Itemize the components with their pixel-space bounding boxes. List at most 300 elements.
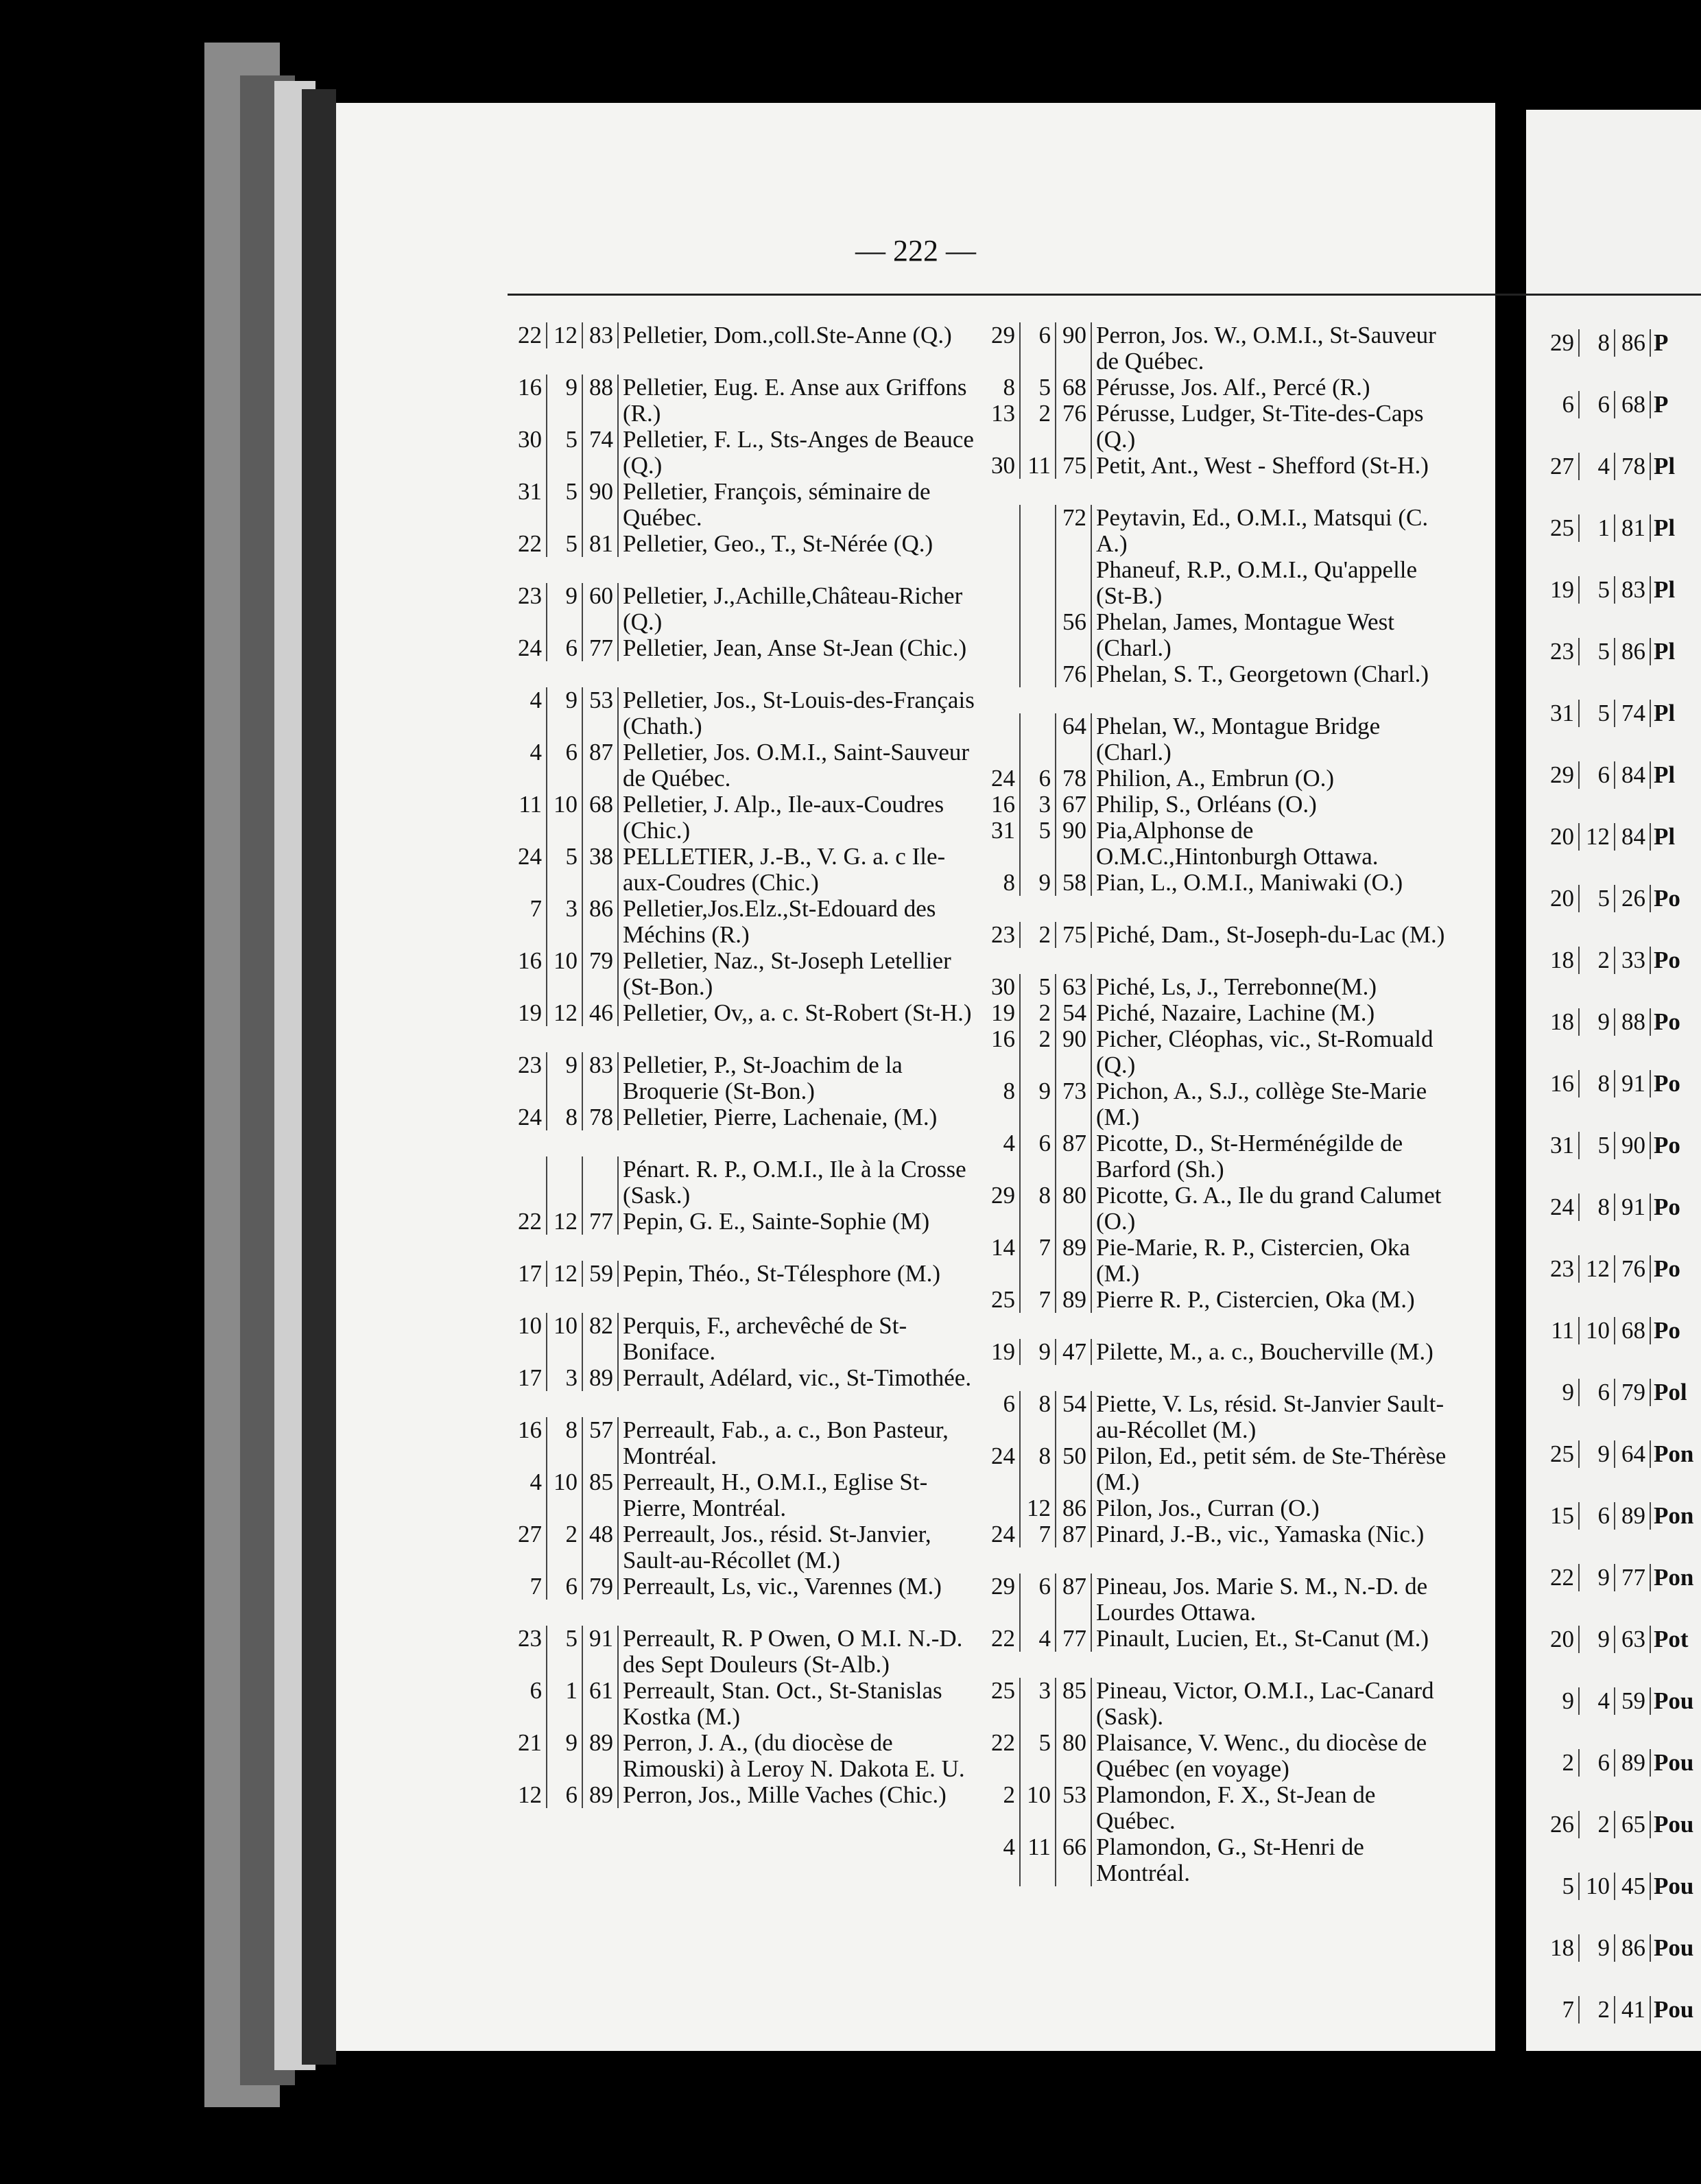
entry-text: Perreault, Stan. Oct., St-Stanislas Kostka (M.) [623,1677,942,1730]
fragment-c: 79 [1614,1379,1651,1406]
fragment-c: 77 [1614,1564,1651,1591]
directory-entry [501,1417,979,1469]
entry-text: Pelletier, François, séminaire de Québec. [623,478,931,531]
directory-entry [974,1339,1453,1365]
directory-entry [974,453,1453,479]
entry-text: Pelletier, P., St-Joachim de la Broquerie (St-Bon.) [623,1052,903,1104]
facing-entry-fragment [1526,1379,1687,1406]
directory-entry [974,1730,1453,1782]
year-number: 72 [1055,505,1092,557]
facing-entry-fragment [1526,1255,1680,1283]
entry-text: Picotte, G. A., Ile du grand Calumet (O.) [1096,1182,1442,1235]
month-number: 8 [1019,1443,1055,1495]
year-number: 53 [1055,1782,1092,1834]
entry-text: Pelletier, Eug. E. Anse aux Griffons (R.) [623,374,967,427]
directory-entry [501,1000,979,1026]
fragment-c: 86 [1614,329,1651,357]
day-number: 4 [530,739,542,765]
page-number: — 222 — [855,234,976,268]
entry-text: Phelan, James, Montague West (Charl.) [1096,608,1394,661]
fragment-c: 26 [1614,885,1651,912]
day-number: 8 [1003,869,1015,896]
day-number: 19 [518,999,542,1026]
year-number: 59 [582,1261,619,1287]
directory-entry [501,1104,979,1130]
directory-entry [974,713,1453,765]
entry-text: Plamondon, F. X., St-Jean de Québec. [1096,1781,1376,1834]
year-number: 67 [1055,792,1092,818]
year-number: 63 [1055,974,1092,1000]
day-number: 30 [991,452,1015,479]
day-number: 27 [518,1521,542,1547]
fragment-c: 41 [1614,1996,1651,2023]
directory-entry [501,322,979,348]
fragment-a: 20 [1550,823,1574,850]
fragment-t: Po [1654,1008,1680,1035]
fragment-b: 8 [1578,1070,1614,1097]
year-number: 83 [582,1052,619,1104]
fragment-a: 19 [1550,576,1574,603]
fragment-b: 5 [1578,700,1614,727]
month-number: 9 [546,1052,582,1104]
day-number: 25 [991,1677,1015,1704]
fragment-c: 68 [1614,391,1651,418]
directory-entry [501,479,979,531]
fragment-c: 59 [1614,1687,1651,1715]
facing-entry-fragment [1526,700,1675,727]
directory-entry [501,687,979,739]
fragment-t: Pon [1654,1502,1694,1529]
day-number: 4 [1003,1833,1015,1860]
day-number: 19 [991,999,1015,1026]
fragment-a: 15 [1550,1502,1574,1529]
year-number: 80 [1055,1730,1092,1782]
year-number: 89 [1055,1235,1092,1287]
year-number: 78 [582,1104,619,1130]
fragment-b: 8 [1578,1194,1614,1221]
fragment-c: 91 [1614,1070,1651,1097]
directory-entry [501,1052,979,1104]
day-number: 30 [518,426,542,453]
fragment-b: 8 [1578,329,1614,357]
fragment-a: 23 [1550,1255,1574,1282]
fragment-a: 25 [1550,1440,1574,1467]
entry-text: Piché, Ls, J., Terrebonne(M.) [1096,973,1377,1000]
fragment-a: 22 [1550,1564,1574,1591]
directory-entry [501,1156,979,1209]
month-number: 8 [546,1417,582,1469]
directory-entry [974,792,1453,818]
month-number: 6 [1019,322,1055,375]
year-number: 85 [1055,1678,1092,1730]
fragment-c: 86 [1614,1934,1651,1962]
year-number: 85 [582,1469,619,1521]
year-number: 79 [582,1574,619,1600]
year-number: 48 [582,1521,619,1574]
directory-entry [501,427,979,479]
directory-entry [501,792,979,844]
day-number: 11 [519,791,542,818]
directory-entry [974,1782,1453,1834]
day-number: 29 [991,322,1015,348]
month-number: 12 [546,1000,582,1026]
day-number: 16 [991,791,1015,818]
month-number: 5 [546,479,582,531]
fragment-b: 1 [1578,514,1614,542]
facing-entry-fragment [1526,638,1675,665]
day-number: 21 [518,1729,542,1756]
month-number: 7 [1019,1235,1055,1287]
fragment-t: Po [1654,947,1680,973]
fragment-t: Pon [1654,1440,1694,1467]
year-number: 80 [1055,1183,1092,1235]
day-number [974,505,1019,557]
month-number: 7 [1019,1521,1055,1547]
fragment-c: 78 [1614,453,1651,480]
directory-entry [974,1235,1453,1287]
entry-text: Plamondon, G., St-Henri de Montréal. [1096,1833,1364,1886]
fragment-t: P [1654,391,1669,418]
directory-entry [974,322,1453,375]
entry-text: Pepin, Théo., St-Télesphore (M.) [623,1260,941,1287]
fragment-a: 6 [1562,391,1574,418]
facing-entry-fragment [1526,885,1680,912]
year-number: 50 [1055,1443,1092,1495]
month-number: 5 [546,1626,582,1678]
fragment-b: 5 [1578,576,1614,604]
year-number: 87 [1055,1130,1092,1183]
fragment-c: 90 [1614,1132,1651,1159]
fragment-b: 9 [1578,1564,1614,1591]
directory-entry [974,1000,1453,1026]
fragment-t: Pl [1654,823,1676,850]
year-number: 81 [582,531,619,557]
facing-entry-fragment [1526,453,1675,480]
day-number: 4 [1003,1130,1015,1156]
day-number: 24 [991,765,1015,792]
directory-entry [501,1574,979,1600]
fragment-c: 45 [1614,1873,1651,1900]
month-number: 9 [546,583,582,635]
year-number: 68 [1055,375,1092,401]
year-number: 89 [582,1365,619,1391]
entry-text: Pelletier, Dom.,coll.Ste-Anne (Q.) [623,322,952,348]
fragment-t: Pl [1654,638,1676,665]
fragment-a: 26 [1550,1811,1574,1838]
entry-text: Phelan, S. T., Georgetown (Charl.) [1096,661,1429,687]
fragment-t: P [1654,329,1669,356]
year-number: 87 [582,739,619,792]
year-number: 82 [582,1313,619,1365]
month-number: 5 [1019,974,1055,1000]
fragment-c: 64 [1614,1440,1651,1468]
day-number: 24 [518,843,542,870]
fragment-a: 7 [1562,1996,1574,2023]
year-number: 57 [582,1417,619,1469]
directory-entry [501,1313,979,1365]
fragment-b: 9 [1578,1626,1614,1653]
directory-entry [501,531,979,557]
directory-entry [501,739,979,792]
year-number: 66 [1055,1834,1092,1886]
day-number: 16 [518,1416,542,1443]
month-number: 3 [1019,792,1055,818]
fragment-a: 11 [1551,1317,1574,1344]
fragment-a: 29 [1550,329,1574,356]
month-number: 6 [1019,1130,1055,1183]
month-number: 5 [1019,1730,1055,1782]
directory-entry [501,1365,979,1391]
fragment-t: Po [1654,1255,1680,1282]
entry-text: Perreault, Fab., a. c., Bon Pasteur, Montréal. [623,1416,949,1469]
month-number: 12 [1019,1495,1055,1521]
day-number: 24 [991,1521,1015,1547]
year-number: 77 [1055,1626,1092,1652]
fragment-b: 5 [1578,885,1614,912]
month-number: 2 [1019,922,1055,948]
month-number: 10 [546,1313,582,1365]
facing-entry-fragment [1526,1811,1693,1838]
year-number: 76 [1055,401,1092,453]
facing-entry-fragment [1526,761,1675,789]
fragment-b: 9 [1578,1440,1614,1468]
facing-entry-fragment [1526,1502,1693,1530]
fragment-t: Po [1654,1194,1680,1220]
directory-entry [974,661,1453,687]
month-number: 4 [1019,1626,1055,1652]
entry-text: Pilon, Ed., petit sém. de Ste-Thérèse (M.) [1096,1443,1447,1495]
day-number: 16 [518,947,542,974]
entry-text: Pilette, M., a. c., Boucherville (M.) [1096,1338,1434,1365]
entry-text: Piette, V. Ls, résid. St-Janvier Sault-au-Récollet (M.) [1096,1390,1444,1443]
month-number: 2 [1019,401,1055,453]
directory-entry [974,1495,1453,1521]
day-number: 29 [991,1573,1015,1600]
facing-entry-fragment [1526,391,1668,418]
facing-entry-fragment [1526,823,1675,851]
directory-page [336,103,1495,2051]
entry-text: PELLETIER, J.-B., V. G. a. c Ile-aux-Coudres (Chic.) [623,843,946,896]
fragment-a: 18 [1550,1008,1574,1035]
book-edge-gutter [302,89,336,2065]
month-number: 5 [546,531,582,557]
fragment-b: 6 [1578,1749,1614,1777]
fragment-a: 18 [1550,947,1574,973]
directory-entry [974,1678,1453,1730]
day-number: 22 [991,1729,1015,1756]
month-number: 10 [546,792,582,844]
fragment-a: 31 [1550,1132,1574,1159]
day-number [974,713,1019,765]
year-number: 77 [582,1209,619,1235]
year-number: 86 [582,896,619,948]
month-number: 6 [546,635,582,661]
directory-entry [974,1026,1453,1078]
entry-text: Pelletier, Jos., St-Louis-des-Français (Chath.) [623,687,975,739]
entry-text: Pérusse, Jos. Alf., Percé (R.) [1096,374,1370,401]
year-number: 47 [1055,1339,1092,1365]
fragment-c: 63 [1614,1626,1651,1653]
directory-entry [974,870,1453,896]
directory-entry [974,1287,1453,1313]
month-number: 12 [546,1261,582,1287]
directory-entry [501,1469,979,1521]
month-number: 9 [1019,1339,1055,1365]
entry-text: Pineau, Victor, O.M.I., Lac-Canard (Sask). [1096,1677,1434,1730]
fragment-t: Pl [1654,700,1676,726]
day-number: 6 [530,1677,542,1704]
fragment-b: 10 [1578,1317,1614,1344]
month-number: 6 [546,739,582,792]
month-number: 5 [1019,818,1055,870]
facing-entry-fragment [1526,1873,1693,1900]
year-number: 38 [582,844,619,896]
entry-text: Perquis, F., archevêché de St-Boniface. [623,1312,907,1365]
month-number [1019,609,1055,661]
year-number: 89 [582,1782,619,1808]
fragment-t: Po [1654,1317,1680,1344]
year-number: 54 [1055,1391,1092,1443]
day-number: 17 [518,1260,542,1287]
facing-header-rule [1526,294,1701,296]
entry-text: Pierre R. P., Cistercien, Oka (M.) [1096,1286,1415,1313]
year-number: 89 [1055,1287,1092,1313]
fragment-c: 68 [1614,1317,1651,1344]
day-number: 31 [518,478,542,505]
fragment-b: 4 [1578,453,1614,480]
entry-text: Peytavin, Ed., O.M.I., Matsqui (C. A.) [1096,504,1429,557]
facing-entry-fragment [1526,1440,1693,1468]
day-number: 10 [518,1312,542,1339]
fragment-t: Po [1654,1070,1680,1097]
month-number: 2 [1019,1026,1055,1078]
day-number: 24 [518,634,542,661]
fragment-b: 10 [1578,1873,1614,1900]
directory-entry [974,557,1453,609]
directory-entry [501,635,979,661]
directory-entry [974,818,1453,870]
fragment-a: 27 [1550,453,1574,479]
year-number: 53 [582,687,619,739]
day-number: 22 [518,322,542,348]
facing-entry-fragment [1526,1996,1693,2023]
entry-text: Pelletier, J.,Achille,Château-Richer (Q.) [623,582,963,635]
entry-text: Pie-Marie, R. P., Cistercien, Oka (M.) [1096,1234,1410,1287]
day-number: 22 [518,530,542,557]
entry-text: Perrault, Adélard, vic., St-Timothée. [623,1364,972,1391]
fragment-t: Pl [1654,761,1676,788]
directory-entry [501,583,979,635]
year-number: 75 [1055,922,1092,948]
year-number [1055,557,1092,609]
month-number: 9 [546,1730,582,1782]
fragment-t: Pot [1654,1626,1689,1652]
entry-text: Pinard, J.-B., vic., Yamaska (Nic.) [1096,1521,1425,1547]
directory-entry [974,609,1453,661]
entry-text: Pepin, G. E., Sainte-Sophie (M) [623,1208,930,1235]
day-number: 23 [991,921,1015,948]
fragment-a: 18 [1550,1934,1574,1961]
fragment-a: 20 [1550,1626,1574,1652]
month-number: 6 [546,1782,582,1808]
entry-text: Phelan, W., Montague Bridge (Charl.) [1096,713,1381,765]
fragment-b: 6 [1578,1502,1614,1530]
entry-text: Pelletier, Geo., T., St-Nérée (Q.) [623,530,933,557]
fragment-c: 81 [1614,514,1651,542]
entry-text: Perreault, H., O.M.I., Eglise St-Pierre, Montréal. [623,1469,928,1521]
fragment-b: 6 [1578,761,1614,789]
directory-entry [501,1678,979,1730]
fragment-a: 23 [1550,638,1574,665]
fragment-t: Pou [1654,1749,1694,1776]
fragment-b: 5 [1578,638,1614,665]
directory-entry [974,974,1453,1000]
fragment-t: Pl [1654,453,1676,479]
entry-text: Piché, Dam., St-Joseph-du-Lac (M.) [1096,921,1445,948]
directory-entry [501,896,979,948]
fragment-c: 76 [1614,1255,1651,1283]
day-number: 4 [530,1469,542,1495]
month-number: 10 [546,1469,582,1521]
entry-text: Plaisance, V. Wenc., du diocèse de Québec (en voyage) [1096,1729,1427,1782]
entry-text: Pinault, Lucien, Et., St-Canut (M.) [1096,1625,1429,1652]
month-number: 3 [546,1365,582,1391]
month-number: 5 [546,844,582,896]
directory-entry [974,922,1453,948]
day-number: 24 [518,1104,542,1130]
month-number: 11 [1019,1834,1055,1886]
year-number: 60 [582,583,619,635]
day-number: 17 [518,1364,542,1391]
day-number: 4 [530,687,542,713]
day-number: 30 [991,973,1015,1000]
month-number: 5 [1019,375,1055,401]
month-number: 10 [1019,1782,1055,1834]
entry-text: Pelletier, Pierre, Lachenaie, (M.) [623,1104,938,1130]
day-number [501,1156,546,1209]
year-number: 87 [1055,1521,1092,1547]
entry-text: Pichon, A., S.J., collège Ste-Marie (M.) [1096,1078,1427,1130]
fragment-t: Pl [1654,514,1676,541]
entry-text: Pilon, Jos., Curran (O.) [1096,1495,1320,1521]
day-number: 24 [991,1443,1015,1469]
facing-page [1526,110,1701,2051]
fragment-c: 33 [1614,947,1651,974]
day-number: 29 [991,1182,1015,1209]
day-number: 23 [518,1052,542,1078]
fragment-b: 2 [1578,947,1614,974]
entry-text: Pineau, Jos. Marie S. M., N.-D. de Lourdes Ottawa. [1096,1573,1428,1626]
month-number: 2 [1019,1000,1055,1026]
entry-text: Pelletier, Naz., St-Joseph Letellier (St-Bon.) [623,947,951,1000]
directory-entry [501,948,979,1000]
facing-entry-fragment [1526,1749,1693,1777]
month-number: 3 [1019,1678,1055,1730]
directory-entry [501,1209,979,1235]
year-number: 61 [582,1678,619,1730]
entry-text: Pelletier, Jean, Anse St-Jean (Chic.) [623,634,967,661]
entry-text: Perron, J. A., (du diocèse de Rimouski) à Leroy N. Dakota E. U. [623,1729,965,1782]
fragment-a: 29 [1550,761,1574,788]
fragment-c: 74 [1614,700,1651,727]
day-number: 22 [518,1208,542,1235]
entry-text: Perron, Jos. W., O.M.I., St-Sauveur de Québec. [1096,322,1436,375]
entry-text: Petit, Ant., West - Shefford (St-H.) [1096,452,1429,479]
entry-text: Perreault, Ls, vic., Varennes (M.) [623,1573,942,1600]
entry-text: Philip, S., Orléans (O.) [1096,791,1317,818]
entry-text: Piché, Nazaire, Lachine (M.) [1096,999,1375,1026]
directory-entry [974,1834,1453,1886]
